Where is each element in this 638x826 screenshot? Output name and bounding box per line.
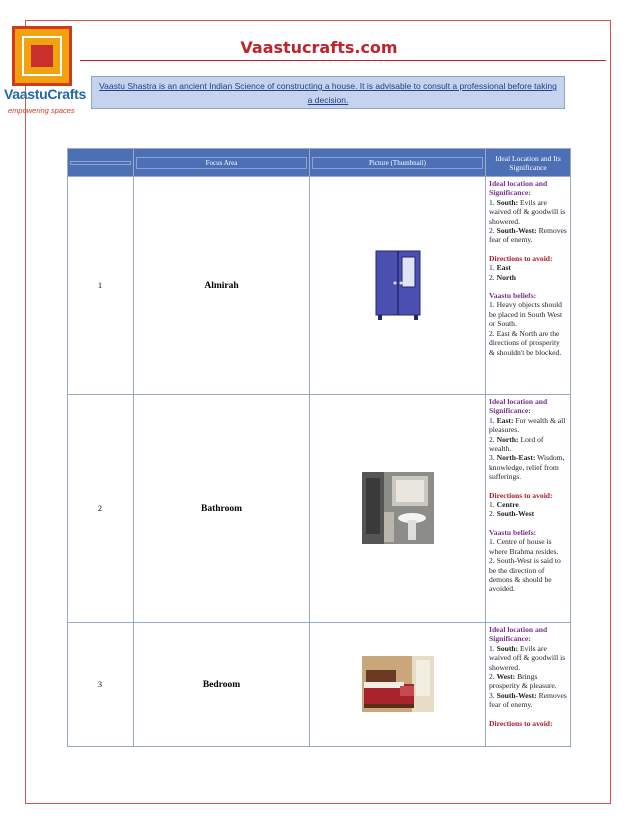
header-picture: Picture (Thumbnail) <box>310 149 486 177</box>
avoid-item: 1. Centre <box>489 500 519 510</box>
significance-cell <box>486 177 571 395</box>
ideal-item: 1. South: Evils are waived off & goodwill is showered. <box>489 643 566 672</box>
header-num <box>68 149 134 177</box>
thumbnail-cell <box>310 177 486 395</box>
ideal-item: 1. South: Evils are waived off & goodwill is showered. <box>489 197 566 226</box>
table-row <box>68 177 571 395</box>
focus-area: Almirah <box>134 177 310 395</box>
avoid-heading: Directions to avoid: <box>489 490 553 500</box>
table-header-row <box>68 149 571 177</box>
ideal-heading: Ideal location and Significance: <box>489 397 548 416</box>
belief-item: 2. East & North are the directions of prosperity & shouldn't be blocked. <box>489 328 562 357</box>
title-rule <box>80 60 606 61</box>
belief-item: 2. South-West is said to be the direction of demons & should be avoided. <box>489 556 561 594</box>
vaastu-table <box>67 148 571 747</box>
row-number: 1 <box>68 177 134 395</box>
bathroom-thumbnail-icon <box>362 472 434 544</box>
ideal-item: 1. East: For wealth & all pleasures. <box>489 415 566 435</box>
belief-item: 1. Centre of house is where Brahma resides. <box>489 537 559 556</box>
ideal-item: 2. South-West: Removes fear of enemy. <box>489 226 567 245</box>
ideal-item: 3. South-West: Removes fear of enemy. <box>489 690 567 710</box>
ideal-heading: Ideal location and Significance: <box>489 625 548 644</box>
header-ideal-location: Ideal Location and Its Significance <box>486 149 571 177</box>
ideal-item: 2. North: Lord of wealth. <box>489 434 544 454</box>
logo-name: VaastuCrafts <box>4 86 86 102</box>
row-number: 2 <box>68 395 134 623</box>
header-focus-area: Focus Area <box>134 149 310 177</box>
ideal-item: 2. West: Brings prosperity & pleasure. <box>489 672 557 691</box>
thumbnail-cell <box>310 395 486 623</box>
almirah-thumbnail-icon <box>362 249 434 321</box>
row-number: 3 <box>68 623 134 747</box>
intro-text: Vaastu Shastra is an ancient Indian Science of constructing a house. It is advisable to consult a professional before taking a decision. <box>99 81 557 105</box>
belief-item: 1. Heavy objects should be placed in South West or South. <box>489 300 563 329</box>
ideal-heading: Ideal location and Significance: <box>489 179 548 198</box>
significance-cell <box>486 395 571 623</box>
logo-tagline: empowering spaces <box>8 106 75 115</box>
thumbnail-cell <box>310 623 486 747</box>
table-row <box>68 395 571 623</box>
focus-area: Bathroom <box>134 395 310 623</box>
belief-heading: Vaastu beliefs: <box>489 291 537 301</box>
avoid-item: 2. North <box>489 272 516 282</box>
ideal-item: 3. North-East: Wisdom, knowledge, relief from sufferings. <box>489 453 565 482</box>
avoid-item: 1. East <box>489 263 511 273</box>
avoid-heading: Directions to avoid: <box>489 718 553 728</box>
intro-box <box>91 76 565 109</box>
site-title: Vaastucrafts.com <box>240 38 398 57</box>
table-row <box>68 623 571 747</box>
bedroom-thumbnail-icon <box>362 656 434 712</box>
avoid-heading: Directions to avoid: <box>489 253 553 263</box>
significance-cell <box>486 623 571 747</box>
focus-area: Bedroom <box>134 623 310 747</box>
avoid-item: 2. South-West <box>489 509 535 519</box>
belief-heading: Vaastu beliefs: <box>489 527 537 537</box>
